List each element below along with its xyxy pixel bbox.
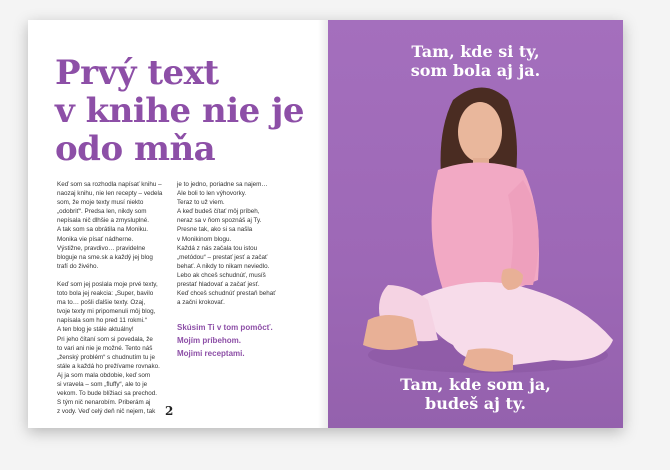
page-title — [55, 54, 304, 168]
title-line: Prvý text — [55, 53, 219, 93]
paragraph: Keď som sa rozhodla napísať knihu – naozaj knihu, nie len recepty – vedela som, že moje texty musí niekto „odobriť“. Predsa len, nikdy som nepísala nič dlhšie a zmysluplné. A tak som sa obrátila na Moniku. Monika vie písať nádherne. Výstižne, pravdivo… pravidelne bloguje na sme.sk a každý jej blog trafí do živého. — [57, 181, 163, 270]
title-line: odo mňa — [55, 129, 216, 169]
right-page — [328, 20, 623, 428]
quote-bottom: Tam, kde som ja, budeš aj ty. — [400, 375, 551, 413]
page-number: 2 — [165, 404, 174, 418]
text-column-1 — [57, 180, 175, 425]
paragraph: je to jedno, poriadne sa najem… Ale boli to len výhovorky. Teraz to už viem. A keď budeš čítať môj príbeh, neraz sa v ňom spoznáš aj Ty. Presne tak, ako si sa našla v Monikinom blogu. Každá z nás začala tou istou „metódou“ – prestať jesť a začať behať. A nikdy to nikam neviedlo. Lebo ak chceš schudnúť, musíš prestať hladovať a začať jesť. Keď chceš schudnúť prestaň behať a začni krokovať. — [177, 181, 276, 307]
book-spread — [28, 20, 623, 428]
text-column-2 — [177, 180, 295, 360]
title-line: v knihe nie je — [55, 91, 305, 131]
left-page — [28, 20, 328, 428]
quote-top: Tam, kde si ty, som bola aj ja. — [410, 42, 541, 80]
highlight-text: Skúsim Ti v tom pomôcť. Mojím príbehom. Mojimi receptami. — [177, 323, 273, 359]
paragraph: Keď som jej poslala moje prvé texty, toto bola jej reakcia: „Super, bavilo ma to… pošli ďalšie texty. Ozaj, tvoje texty mi pripomenuli môj blog, napísala som ho pred 11 rokmi.“ A ten blog je stále aktuálny! Pri jeho čítaní som si povedala, že to vari ani nie je možné. Tento náš „ženský problém“ s chudnutím tu je stále a každá ho prežívame rovnako. Aj ja som mala obdobie, keď som si vravela – som „fluffy“, ale to je vekom. To bude blížiaci sa prechod. S tým nič nenarobím. Priberám aj z vody. Veď celý deň nič nejem, tak — [57, 280, 160, 416]
gutter-shadow — [318, 20, 328, 428]
woman-photo — [328, 20, 623, 428]
